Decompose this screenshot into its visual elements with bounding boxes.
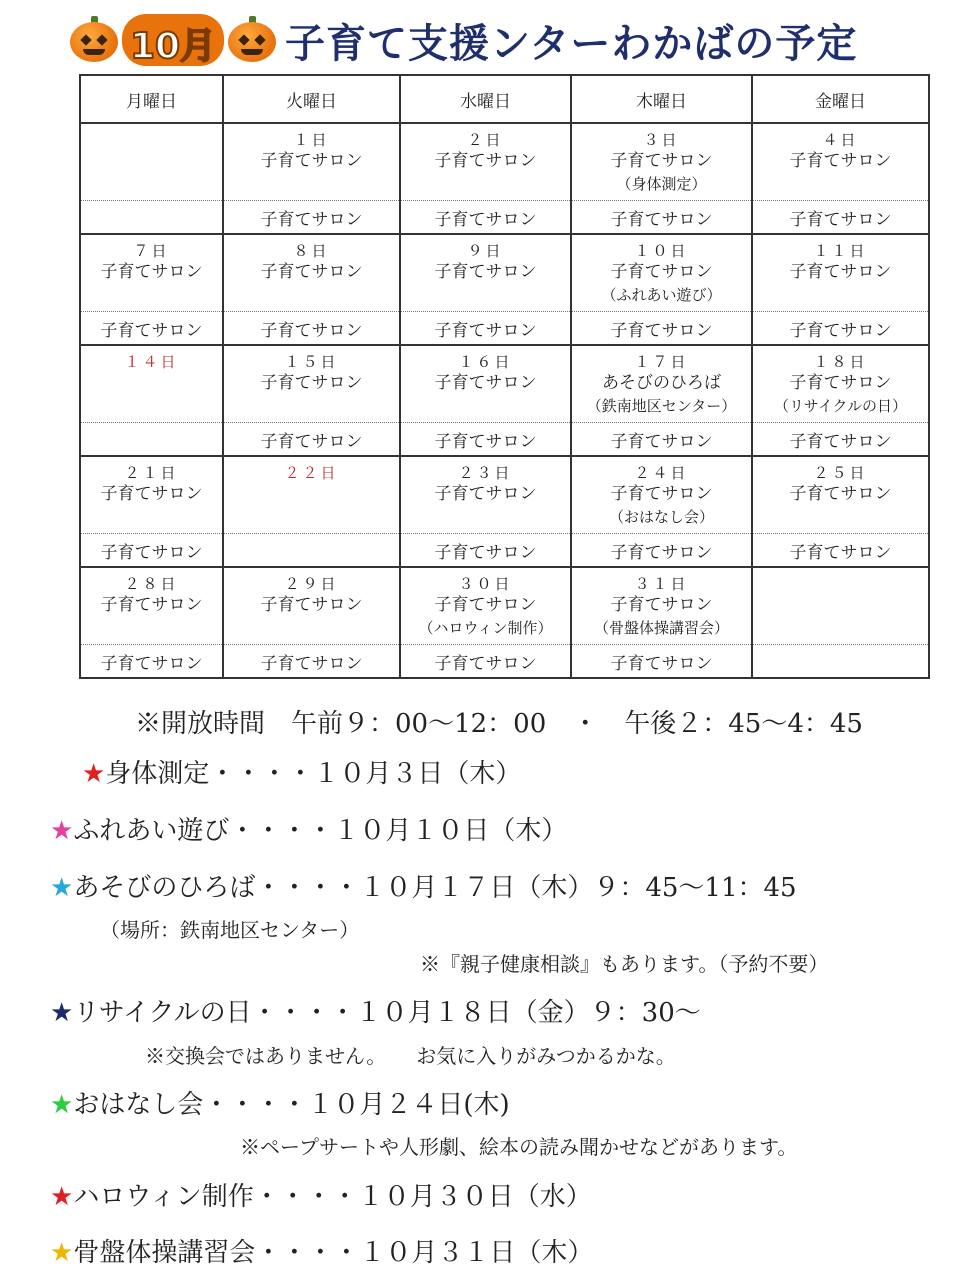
- day-number: ４日: [822, 131, 859, 149]
- event-label: 子育てサロン: [260, 262, 363, 282]
- weekday-header: 金曜日: [752, 75, 929, 123]
- afternoon-cell: 子育てサロン: [80, 312, 223, 346]
- day-number: １４日: [124, 353, 179, 371]
- event-label: 子育てサロン: [434, 373, 537, 393]
- afternoon-cell: 子育てサロン: [752, 534, 929, 568]
- afternoon-cell: [80, 201, 223, 235]
- day-number: ２１日: [124, 464, 179, 482]
- day-cell: [571, 567, 752, 645]
- afternoon-cell: 子育てサロン: [80, 534, 223, 568]
- notice-text: おはなし会・・・・１０月２４日(木): [73, 1090, 510, 1120]
- notice-item: [50, 1176, 592, 1213]
- week-afternoon-row: [80, 423, 929, 457]
- star-icon: ★: [50, 1238, 74, 1268]
- weekday-header: 火曜日: [223, 75, 400, 123]
- day-number: １７日: [634, 353, 689, 371]
- day-cell: [80, 456, 223, 534]
- notice-item: [50, 1232, 593, 1269]
- star-icon: ★: [50, 816, 74, 846]
- day-cell: [752, 234, 929, 312]
- notice-text: ハロウィン制作・・・・１０月３０日（水）: [73, 1182, 592, 1212]
- day-cell: [400, 567, 571, 645]
- afternoon-cell: 子育てサロン: [400, 534, 571, 568]
- star-icon: ★: [50, 1090, 74, 1120]
- event-label: 子育てサロン: [789, 484, 892, 504]
- event-note: （リサイクルの日）: [774, 397, 907, 415]
- calendar-table: [79, 74, 930, 679]
- day-number: １０日: [634, 242, 689, 260]
- day-number: ２８日: [124, 575, 179, 593]
- week-row: [80, 123, 929, 201]
- star-icon: ★: [82, 759, 106, 789]
- day-cell: [80, 123, 223, 201]
- day-cell: [752, 345, 929, 423]
- weekday-header-row: [80, 75, 929, 123]
- day-cell: [571, 456, 752, 534]
- event-note: （おはなし会）: [608, 508, 714, 526]
- afternoon-cell: 子育てサロン: [400, 423, 571, 457]
- day-number: ３０日: [458, 575, 513, 593]
- afternoon-cell: 子育てサロン: [400, 645, 571, 679]
- day-number: １６日: [458, 353, 513, 371]
- weekday-header: 月曜日: [80, 75, 223, 123]
- day-number: １５日: [284, 353, 339, 371]
- day-number: ２９日: [284, 575, 339, 593]
- day-number: ３日: [643, 131, 680, 149]
- star-icon: ★: [50, 873, 74, 903]
- weekday-header: 木曜日: [571, 75, 752, 123]
- afternoon-cell: [80, 423, 223, 457]
- event-label: 子育てサロン: [610, 151, 713, 171]
- week-row: [80, 456, 929, 534]
- day-cell: [752, 123, 929, 201]
- notice-item: [50, 810, 567, 847]
- week-row: [80, 234, 929, 312]
- day-number: ２４日: [634, 464, 689, 482]
- event-label: 子育てサロン: [789, 151, 892, 171]
- day-cell: [223, 345, 400, 423]
- event-label: 子育てサロン: [434, 484, 537, 504]
- day-cell: [400, 123, 571, 201]
- event-note: （身体測定）: [616, 175, 707, 193]
- day-cell: [223, 234, 400, 312]
- week-afternoon-row: [80, 201, 929, 235]
- day-cell: [80, 345, 223, 423]
- afternoon-cell: 子育てサロン: [80, 645, 223, 679]
- pumpkin-icon: [70, 16, 118, 62]
- notice-text: あそびのひろば・・・・１０月１７日（木）９：45〜11：45: [73, 873, 797, 903]
- notice-text: リサイクルの日・・・・１０月１８日（金）９：30〜: [73, 998, 701, 1028]
- event-label: 子育てサロン: [434, 262, 537, 282]
- afternoon-cell: 子育てサロン: [752, 201, 929, 235]
- event-note: （ハロウィン制作）: [418, 619, 553, 637]
- afternoon-cell: 子育てサロン: [571, 423, 752, 457]
- event-label: 子育てサロン: [100, 262, 203, 282]
- afternoon-cell: 子育てサロン: [400, 201, 571, 235]
- event-label: 子育てサロン: [610, 595, 713, 615]
- notice-subnote: ※交換会ではありません。 お気に入りがみつかるかな。: [145, 1044, 676, 1068]
- day-cell: [752, 567, 929, 645]
- afternoon-cell: 子育てサロン: [571, 312, 752, 346]
- event-label: 子育てサロン: [789, 373, 892, 393]
- header: [70, 8, 930, 70]
- notice-subnote: ※『親子健康相談』もあります。（予約不要）: [420, 952, 829, 976]
- week-afternoon-row: [80, 645, 929, 679]
- afternoon-cell: 子育てサロン: [223, 645, 400, 679]
- day-cell: [571, 234, 752, 312]
- month-badge: [122, 14, 224, 66]
- event-label: 子育てサロン: [610, 484, 713, 504]
- page-title: 子育て支援ンターわかばの予定: [285, 21, 858, 67]
- event-label: 子育てサロン: [260, 373, 363, 393]
- week-row: [80, 345, 929, 423]
- notice-item: [82, 753, 521, 790]
- day-number: ９日: [467, 242, 504, 260]
- week-row: [80, 567, 929, 645]
- afternoon-cell: 子育てサロン: [752, 312, 929, 346]
- day-number: ７日: [133, 242, 170, 260]
- day-number: ２日: [467, 131, 504, 149]
- afternoon-cell: 子育てサロン: [223, 312, 400, 346]
- day-number: ２３日: [458, 464, 513, 482]
- weekday-header: 水曜日: [400, 75, 571, 123]
- afternoon-cell: 子育てサロン: [571, 201, 752, 235]
- notice-item: [50, 867, 797, 904]
- pumpkin-icon: [228, 16, 276, 62]
- notice-subnote: （場所：鉄南地区センター）: [100, 918, 360, 942]
- day-cell: [752, 456, 929, 534]
- day-number: １１日: [813, 242, 868, 260]
- notice-item: [50, 992, 701, 1029]
- day-number: １日: [293, 131, 330, 149]
- event-label: 子育てサロン: [100, 595, 203, 615]
- day-cell: [400, 345, 571, 423]
- afternoon-cell: 子育てサロン: [571, 645, 752, 679]
- opening-hours: ※開放時間 午前９：00〜12：00 ・ 午後２：45〜4：45: [135, 709, 863, 739]
- event-note: （鉄南地区センター）: [586, 397, 737, 415]
- afternoon-cell: 子育てサロン: [223, 201, 400, 235]
- day-cell: [571, 123, 752, 201]
- notice-text: ふれあい遊び・・・・１０月１０日（木）: [73, 816, 568, 846]
- month-label: 10月: [129, 26, 217, 67]
- day-cell: [223, 123, 400, 201]
- afternoon-cell: [223, 534, 400, 568]
- star-icon: ★: [50, 998, 74, 1028]
- afternoon-cell: 子育てサロン: [752, 423, 929, 457]
- event-label: あそびのひろば: [602, 373, 721, 393]
- event-label: 子育てサロン: [434, 595, 537, 615]
- week-afternoon-row: [80, 312, 929, 346]
- notice-text: 身体測定・・・・１０月３日（木）: [105, 759, 522, 789]
- day-number: ８日: [293, 242, 330, 260]
- notice-item: [50, 1084, 510, 1121]
- notice-subnote: ※ペープサートや人形劇、絵本の読み聞かせなどがあります。: [240, 1135, 798, 1159]
- event-label: 子育てサロン: [100, 484, 203, 504]
- notice-text: 骨盤体操講習会・・・・１０月３１日（木）: [73, 1238, 594, 1268]
- event-note: （ふれあい遊び）: [601, 286, 722, 304]
- day-cell: [400, 456, 571, 534]
- event-label: 子育てサロン: [434, 151, 537, 171]
- day-cell: [80, 234, 223, 312]
- event-note: （骨盤体操講習会）: [593, 619, 729, 637]
- event-label: 子育てサロン: [610, 262, 713, 282]
- day-cell: [223, 567, 400, 645]
- day-number: ３１日: [634, 575, 689, 593]
- afternoon-cell: 子育てサロン: [571, 534, 752, 568]
- event-label: 子育てサロン: [260, 151, 363, 171]
- day-cell: [400, 234, 571, 312]
- event-label: 子育てサロン: [789, 262, 892, 282]
- afternoon-cell: [752, 645, 929, 679]
- day-cell: [223, 456, 400, 534]
- week-afternoon-row: [80, 534, 929, 568]
- day-number: ２５日: [813, 464, 868, 482]
- star-icon: ★: [50, 1182, 74, 1212]
- day-cell: [80, 567, 223, 645]
- event-label: 子育てサロン: [260, 595, 363, 615]
- afternoon-cell: 子育てサロン: [400, 312, 571, 346]
- day-number: １８日: [813, 353, 868, 371]
- day-cell: [571, 345, 752, 423]
- afternoon-cell: 子育てサロン: [223, 423, 400, 457]
- day-number: ２２日: [284, 464, 339, 482]
